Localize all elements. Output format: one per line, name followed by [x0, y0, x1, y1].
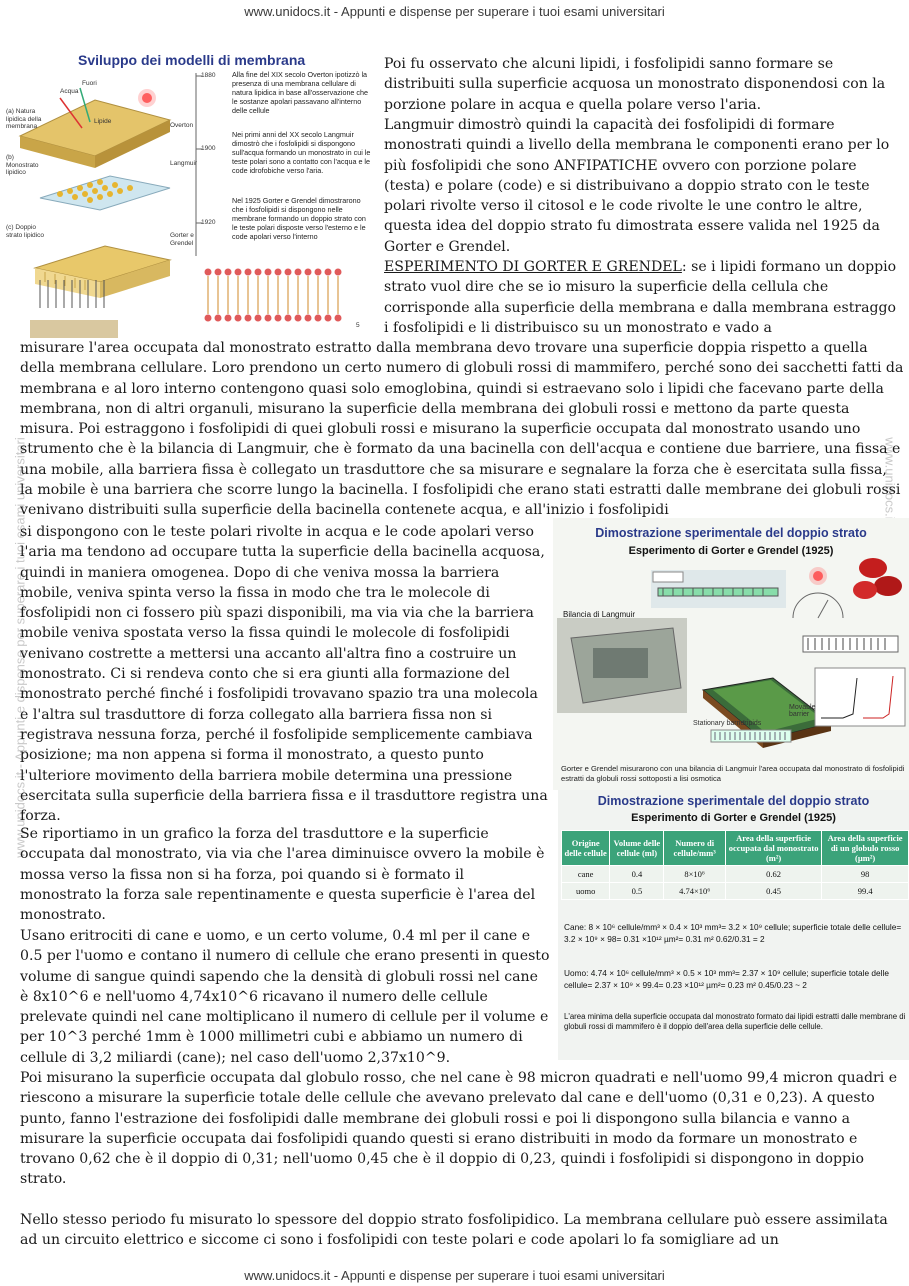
langmuir-description: Nei primi anni del XX secolo Langmuir dimostrò che i fosfolipidi si dispongono sull'acqua formando un monostrato in cui le teste polari sono a contatto con l'acqua e le code idrofobiche verso l'aria. — [232, 130, 371, 175]
gorter-grendel-data-figure — [558, 790, 909, 1060]
table-cell: 0.62 — [725, 866, 821, 883]
lipids-label: Lipids — [743, 720, 762, 727]
table-cell: 0.5 — [610, 883, 664, 900]
table-cell: 0.45 — [725, 883, 821, 900]
year-1880: 1880 — [201, 72, 216, 79]
figure2-caption: Gorter e Grendel misurarono con una bilancia di Langmuir l'area occupata dal monostrato di fosfolipidi estratti da globuli rossi sottoposti a lisi osmotica — [561, 764, 905, 783]
figure3-conclusion: L'area minima della superficie occupata dal monostrato formato dai lipidi estratti dalle membrane di globuli rossi di mammifero è il doppio dell'area della superficie delle cellule. — [564, 1012, 906, 1031]
year-1900: 1900 — [201, 145, 216, 152]
membrane-models-figure — [0, 48, 375, 338]
table-cell: uomo — [562, 883, 610, 900]
paragraph-5: Usano eritrociti di cane e uomo, e un certo volume, 0.4 ml per il cane e 0.5 per l'uomo e contano il numero di cellule che erano presenti in questo volume di sangue quindi sapendo che la densità di globuli rossi nel cane è 8x10^6 e nell'uomo 4,74x10^6 ricavano il numero delle cellule prelevate quindi nel cane moltiplicano il numero di cellule per il volume e per 10^3 perché 1mm è 1000 millimetri cubi e abbiamo un numero di cellule di 3,2 miliardi (cane); nel caso dell'uomo 2,37x10^9. — [20, 928, 550, 1066]
gorter-description: Nel 1925 Gorter e Grendel dimostrarono che i fosfolipidi si dispongono nelle membrane formando un doppio strato con le teste polari disposte verso l'esterno e le code apolari verso l'interno — [232, 196, 366, 241]
table-row — [562, 866, 909, 883]
label-c: (c) Doppio strato lipidico — [6, 224, 44, 239]
label-lipide: Lipide — [94, 118, 112, 125]
langmuir-balance-label: Bilancia di Langmuir — [563, 610, 636, 619]
header-watermark: www.unidocs.it - Appunti e dispense per superare i tuoi esami universitari — [244, 4, 665, 19]
overton-description: Alla fine del XIX secolo Overton ipotizzò la presenza di una membrana cellulare di natura lipidica in base all'osservazione che le sostanze apolari passavano all'interno delle cellule — [232, 70, 369, 115]
year-1920: 1920 — [201, 219, 216, 226]
figure3-title: Dimostrazione sperimentale del doppio strato — [597, 794, 870, 808]
table-header: Area della superficie di un globulo rosso (µm²) — [822, 831, 909, 866]
label-b: (b) Monostrato lipidico — [6, 154, 39, 176]
paragraph-1: Poi fu osservato che alcuni lipidi, i fosfolipidi sanno formare se distribuiti sulla superficie acquosa un monostrato disponendosi con la porzione polare in acqua e quella polare verso l'aria. — [384, 56, 886, 113]
table-header: Origine delle cellule — [562, 831, 610, 866]
paragraph-3-intro — [384, 257, 904, 338]
table-cell: cane — [562, 866, 610, 883]
table-cell: 98 — [822, 866, 909, 883]
table-cell: 0.4 — [610, 866, 664, 883]
figure3-subtitle: Esperimento di Gorter e Grendel (1925) — [631, 812, 836, 824]
table-row — [562, 883, 909, 900]
paragraph-7: Nello stesso periodo fu misurato lo spessore del doppio strato fosfolipidico. La membrana cellulare può essere assimilata ad un circuito elettrico e siccome ci sono i fosfolipidi con teste polari e code apolari lo fa somigliare ad un — [20, 1212, 888, 1249]
figure2-title: Dimostrazione sperimentale del doppio strato — [595, 526, 867, 540]
langmuir-balance-figure — [553, 518, 909, 790]
calculation-uomo: Uomo: 4.74 × 10⁶ cellule/mm³ × 0.5 × 10³ mm³= 2.37 × 10⁹ cellule; superficie totale delle cellule= 2.37 × 10⁹ × 99.4= 0.23 ×10¹² µm²= 0.23 m² 0.45/0.23 ~ 2 — [564, 968, 889, 990]
table-header-row — [562, 831, 909, 866]
table-header: Volume delle cellule (ml) — [610, 831, 664, 866]
label-a: (a) Natura lipidica della membrana — [6, 108, 42, 130]
experiment-intro-text: : se i lipidi formano un doppio strato vuol dire che se io misuro la superficie della cellula che corrisponde alla superficie della membrana e dalla membrana estraggo i fosfolipidi e li distribuisco su un monostrato e vado a — [384, 259, 897, 336]
experiment-heading: ESPERIMENTO DI GORTER E GRENDEL — [384, 259, 682, 275]
table-header: Numero di cellule/mm³ — [664, 831, 726, 866]
label-acqua: Acqua — [60, 88, 79, 95]
label-overton: Overton — [170, 122, 194, 129]
left-side-watermark: www.unidocs.it - Appunti e dispense per superare i tuoi esami universitari — [12, 437, 28, 858]
data-table — [561, 830, 909, 900]
paragraph-4: Se riportiamo in un grafico la forza del trasduttore e la superficie occupata dal monostrato, via via che l'area diminuisce ovvero la mobile è mossa verso la fissa non si ha forza, poi quando si è formato il monostrato la forza sale repentinamente e questa superficie è l'area del monostrato. — [20, 826, 545, 924]
label-fuori: Fuori — [82, 80, 97, 87]
calculation-cane: Cane: 8 × 10⁶ cellule/mm³ × 0.4 × 10³ mm³= 3.2 × 10⁹ cellule; superficie totale delle cellule= 3.2 × 10⁹ × 98= 0.31 ×10¹² µm²= 0.31 m² 0.62/0.31 = 2 — [564, 922, 902, 944]
table-cell: 4.74×10⁶ — [664, 883, 726, 900]
table-cell: 99.4 — [822, 883, 909, 900]
figure1-title: Sviluppo dei modelli di membrana — [78, 52, 306, 68]
label-langmuir: Langmuir — [170, 160, 198, 167]
label-gorter: Gorter e Grendel — [170, 232, 194, 247]
table-header: Area della superficie occupata dal monostrato (m²) — [725, 831, 821, 866]
footer-watermark: www.unidocs.it - Appunti e dispense per superare i tuoi esami universitari — [244, 1268, 665, 1283]
movable-barrier-label: Movable barrier — [789, 704, 816, 718]
stationary-barrier-label: Stationary barrier — [693, 720, 747, 727]
slide-page-number: 5 — [356, 322, 360, 329]
paragraph-2: Langmuir dimostrò quindi la capacità dei fosfolipidi di formare monostrati quindi a livello della membrana le componenti erano per lo più fosfolipidi che sono ANFIPATICHE ovvero con porzione polare (testa) e polare (code) e si distribuivano a doppio strato con le teste polari rivolte verso il citosol e le code rivolte le une contro le altre, questa idea del doppio strato fu dimostrata essere valida nel 1925 da Gorter e Grendel. — [384, 117, 890, 255]
paragraph-3-body: misurare l'area occupata dal monostrato estratto dalla membrana devo trovare una superficie doppia rispetto a quella della membrana cellulare. Loro prendono un certo numero di globuli rossi di mammifero, perché sono dei sacchetti fatti da membrana e al loro interno contengono quasi solo emoglobina, quindi si estraevano solo i lipidi che facevano parte della membrana, non di altri organuli, misurano la superficie della membrana dei globuli rossi e mettono da parte questa misura. Poi estraggono i fosfolipidi di quei globuli rossi e misurano la superficie occupata dal monostrato usando uno strumento che è la bilancia di Langmuir, che è formato da una bacinella con dell'acqua e contiene due barriere, una fissa e una mobile, alla barriera fissa è collegato un trasduttore che sa misurare e segnalare la forza che è esercitata sulla fissa, la mobile è una barriera che scorre lungo la bacinella. I fosfolipidi che erano stati estratti dalle membrane dei globuli rossi venivano distribuiti sulla superficie della bacinella contenete acqua, e all'inizio i fosfolipidi — [20, 340, 904, 519]
table-cell: 8×10⁶ — [664, 866, 726, 883]
paragraph-3-monolayer: si dispongono con le teste polari rivolte in acqua e le code apolari verso l'aria ma tendono ad occupare tutta la superficie della bacinella acquosa, quindi in maniera omogenea. Dopo di che veniva mossa la barriera mobile, veniva spinta verso la fissa in modo che tra le molecole di fosfolipidi non ci fossero più spazi disponibili, ma via via che la barriera mobile veniva spostata verso la fissa quindi le molecole di fosfolipidi venivano costrette a mettersi una accanto all'altra fino a costruire un monostrato. Ci si rendeva conto che si era giunti alla formazione del monostrato perché finché i fosfolipidi trovavano spazio tra una molecola e l'altra sul trasduttore di forza collegato alla barriera fissa non si registrava nessuna forza, perché il fosfolipide semplicemente cambiava posizione; ma non appena si forma il monostrato, a questo punto l'ulteriore movimento della barriera mobile determina una pressione esercitata sulla superficie della barriera fissa e il trasduttore registra una forza. — [20, 524, 548, 825]
paragraph-6: Poi misurano la superficie occupata dal globulo rosso, che nel cane è 98 micron quadrati e nell'uomo 99,4 micron quadri e riescono a misurare la superficie totale delle cellule che avevano prelevato dal cane e dell'uomo (0,31 e 0,23). A questo punto, fanno l'estrazione dei fosfolipidi dalle membrane dei globuli rossi e poi li dispongono sulla bilancia e vanno a misurare la superficie occupata dai fosfolipidi quando questi si erano distribuiti in modo da formare un monostrato e trovano 0,62 che è il doppio di 0,31; nell'uomo 0,45 che è il doppio di 0,23, quindi i fosfolipidi si dispongono in doppio strato. — [20, 1070, 898, 1188]
figure2-subtitle: Esperimento di Gorter e Grendel (1925) — [628, 545, 834, 557]
